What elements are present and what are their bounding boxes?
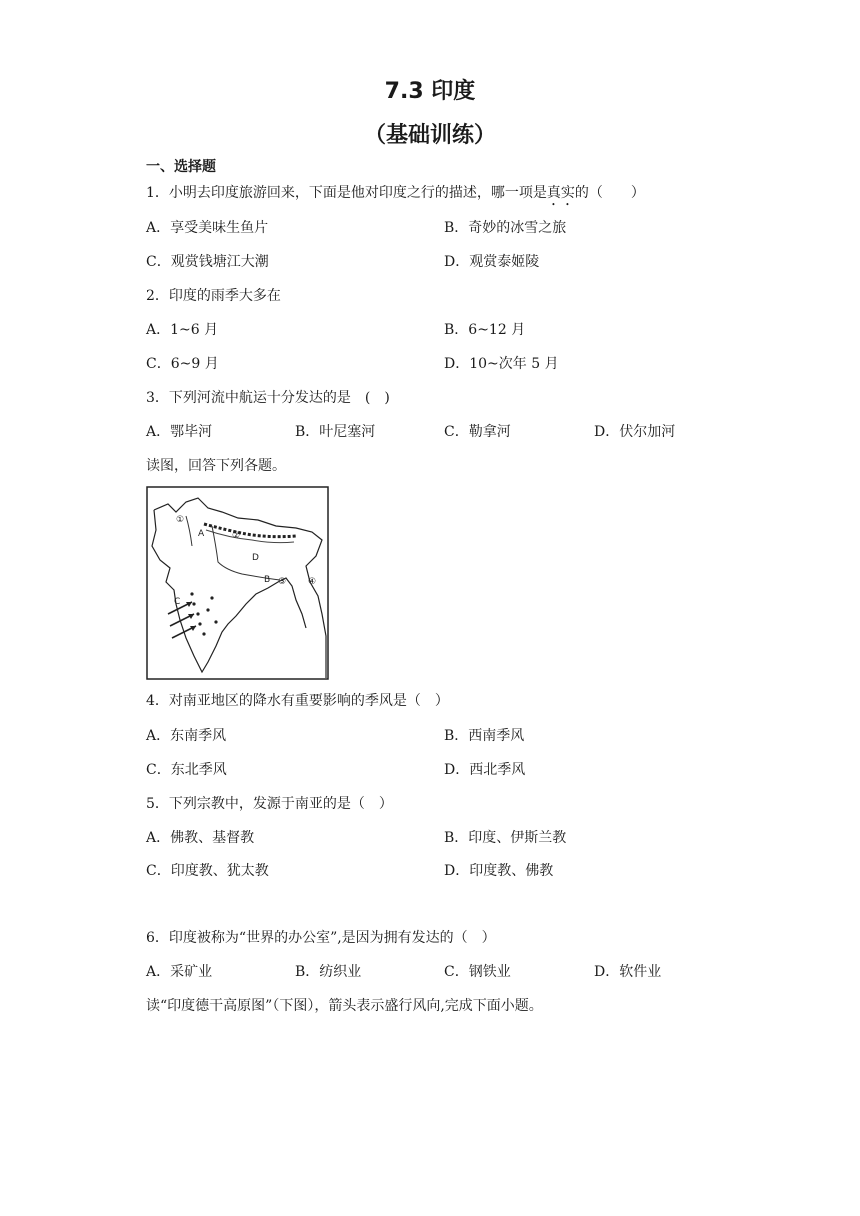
question-1-emphasis: 真实 bbox=[546, 185, 575, 201]
question-5: 5．下列宗教中，发源于南亚的是（ ） bbox=[146, 796, 393, 812]
page-title: 7.3 印度 bbox=[384, 79, 476, 104]
q4-option-a: A．东南季风 bbox=[146, 728, 227, 744]
reading-instruction-1: 读图，回答下列各题。 bbox=[146, 458, 286, 474]
q1-option-d: D．观赏泰姬陵 bbox=[444, 254, 540, 270]
q4-option-d: D．西北季风 bbox=[444, 762, 526, 778]
question-2: 2．印度的雨季大多在 bbox=[146, 288, 281, 304]
svg-text:③: ③ bbox=[278, 577, 287, 587]
q3-option-a: A．鄂毕河 bbox=[146, 424, 213, 440]
question-1-stem: 1．小明去印度旅游回来，下面是他对印度之行的描述，哪一项是 bbox=[146, 185, 547, 201]
q2-option-a: A．1~6 月 bbox=[146, 322, 219, 338]
svg-text:①: ① bbox=[176, 515, 185, 525]
q5-option-c: C．印度教、犹太教 bbox=[146, 863, 269, 879]
reading-instruction-2: 读“印度德干高原图”（下图），箭头表示盛行风向,完成下面小题。 bbox=[146, 998, 543, 1014]
question-1 bbox=[146, 184, 645, 209]
svg-text:②: ② bbox=[232, 531, 241, 541]
svg-text:④: ④ bbox=[308, 577, 317, 587]
south-asia-map bbox=[146, 486, 329, 680]
question-4: 4．对南亚地区的降水有重要影响的季风是（ ） bbox=[146, 693, 449, 709]
question-1-bracket: 的（ ） bbox=[574, 185, 645, 201]
q6-option-d: D．软件业 bbox=[594, 964, 662, 980]
q3-option-d: D．伏尔加河 bbox=[594, 424, 676, 440]
q2-option-b: B．6~12 月 bbox=[444, 322, 526, 338]
q5-option-b: B．印度、伊斯兰教 bbox=[444, 830, 567, 846]
svg-text:C: C bbox=[174, 597, 181, 607]
q6-option-c: C．钢铁业 bbox=[444, 964, 511, 980]
q1-option-b: B．奇妙的冰雪之旅 bbox=[444, 220, 567, 236]
svg-text:D: D bbox=[252, 553, 259, 563]
q3-option-c: C．勒拿河 bbox=[444, 424, 511, 440]
page-subtitle: （基础训练） bbox=[363, 123, 496, 148]
q2-option-c: C．6~9 月 bbox=[146, 356, 219, 372]
section-heading: 一、选择题 bbox=[146, 159, 216, 175]
q5-option-d: D．印度教、佛教 bbox=[444, 863, 554, 879]
q6-option-b: B．纺织业 bbox=[295, 964, 362, 980]
question-6: 6．印度被称为“世界的办公室”,是因为拥有发达的（ ） bbox=[146, 930, 496, 946]
q5-option-a: A．佛教、基督教 bbox=[146, 830, 255, 846]
question-3: 3．下列河流中航运十分发达的是 ( ) bbox=[146, 390, 390, 406]
q2-option-d: D．10~次年 5 月 bbox=[444, 356, 559, 372]
q1-option-a: A．享受美味生鱼片 bbox=[146, 220, 269, 236]
q6-option-a: A．采矿业 bbox=[146, 964, 213, 980]
svg-text:A: A bbox=[198, 529, 205, 539]
q4-option-c: C．东北季风 bbox=[146, 762, 227, 778]
q1-option-c: C．观赏钱塘江大潮 bbox=[146, 254, 269, 270]
svg-text:B: B bbox=[264, 575, 271, 585]
q4-option-b: B．西南季风 bbox=[444, 728, 525, 744]
q3-option-b: B．叶尼塞河 bbox=[295, 424, 376, 440]
